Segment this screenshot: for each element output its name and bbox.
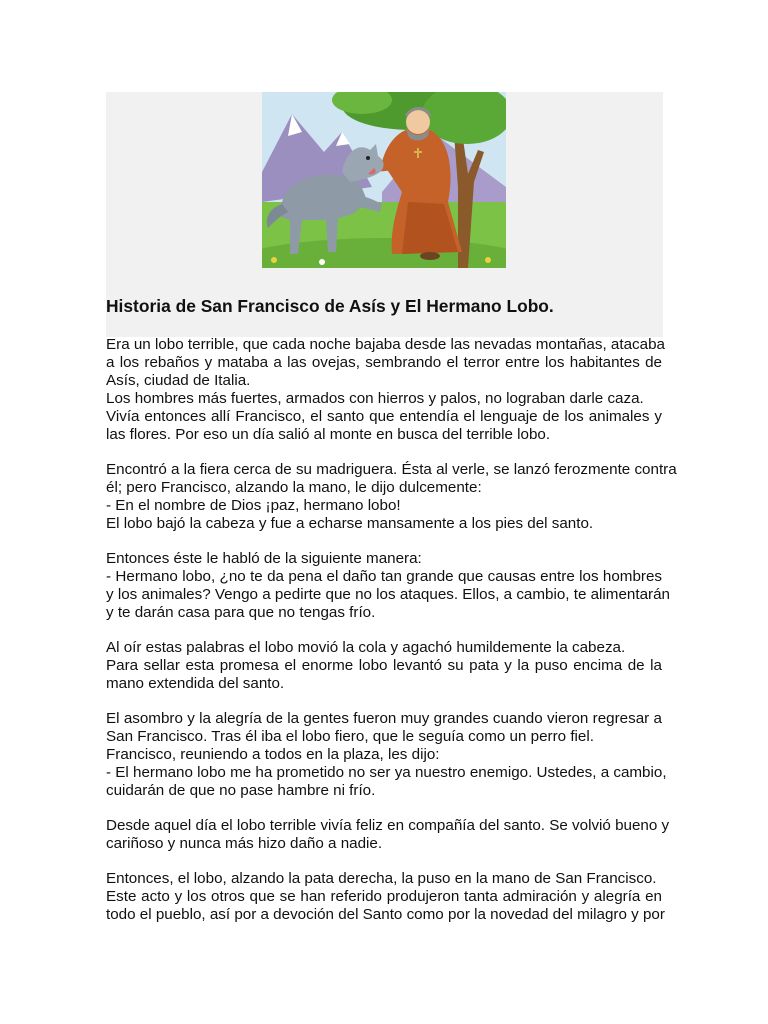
paragraph-line: y los animales? Vengo a pedirte que no los ataques. Ellos, a cambio, te alimentarán [106, 586, 670, 603]
paragraph-line: Al oír estas palabras el lobo movió la cola y agachó humildemente la cabeza. [106, 639, 626, 656]
paragraph-line: cariñoso y nunca más hizo daño a nadie. [106, 835, 383, 852]
paragraph-line: Francisco, reuniendo a todos en la plaza, les dijo: [106, 746, 440, 763]
paragraph-line: él; pero Francisco, alzando la mano, le dijo dulcemente: [106, 479, 482, 496]
document-title: Historia de San Francisco de Asís y El Hermano Lobo. [106, 296, 554, 316]
paragraph-line: a los rebaños y mataba a las ovejas, sembrando el terror entre los habitantes de [106, 354, 662, 371]
paragraph-line: San Francisco. Tras él iba el lobo fiero, que le seguía como un perro fiel. [106, 728, 594, 745]
paragraph-line: El asombro y la alegría de la gentes fueron muy grandes cuando vieron regresar a [106, 710, 662, 727]
story-paragraph [106, 710, 667, 800]
paragraph-line: Encontró a la fiera cerca de su madriguera. Ésta al verle, se lanzó ferozmente contra [106, 461, 677, 478]
story-body [106, 336, 677, 941]
paragraph-line: Asís, ciudad de Italia. [106, 372, 251, 389]
paragraph-line: Los hombres más fuertes, armados con hierros y palos, no lograban darle caza. [106, 390, 644, 407]
story-paragraph [106, 550, 670, 622]
paragraph-line: cuidarán de que no pase hambre ni frío. [106, 782, 376, 799]
paragraph-line: Entonces éste le habló de la siguiente manera: [106, 550, 422, 567]
saint-francis-wolf-illustration [262, 92, 506, 268]
paragraph-line: las flores. Por eso un día salió al monte en busca del terrible lobo. [106, 426, 551, 443]
story-paragraph [106, 639, 662, 693]
paragraph-line: Vivía entonces allí Francisco, el santo que entendía el lenguaje de los animales y [106, 408, 662, 425]
paragraph-line: mano extendida del santo. [106, 675, 285, 692]
paragraph-line: - El hermano lobo me ha prometido no ser ya nuestro enemigo. Ustedes, a cambio, [106, 764, 667, 781]
story-paragraph [106, 870, 665, 924]
story-paragraph [106, 461, 677, 533]
story-paragraph [106, 817, 670, 853]
paragraph-line: - En el nombre de Dios ¡paz, hermano lobo! [106, 497, 401, 514]
paragraph-line: Desde aquel día el lobo terrible vivía feliz en compañía del santo. Se volvió bueno y [106, 817, 670, 834]
paragraph-line: Este acto y los otros que se han referido produjeron tanta admiración y alegría en [106, 888, 662, 905]
paragraph-line: Entonces, el lobo, alzando la pata derecha, la puso en la mano de San Francisco. [106, 870, 657, 887]
paragraph-line: y te darán casa para que no tengas frío. [106, 604, 376, 621]
story-paragraph [106, 336, 665, 444]
paragraph-line: todo el pueblo, así por a devoción del Santo como por la novedad del milagro y por [106, 906, 665, 923]
paragraph-line: - Hermano lobo, ¿no te da pena el daño tan grande que causas entre los hombres [106, 568, 662, 585]
paragraph-line: Era un lobo terrible, que cada noche bajaba desde las nevadas montañas, atacaba [106, 336, 665, 353]
paragraph-line: Para sellar esta promesa el enorme lobo levantó su pata y la puso encima de la [106, 657, 662, 674]
paragraph-line: El lobo bajó la cabeza y fue a echarse mansamente a los pies del santo. [106, 515, 594, 532]
